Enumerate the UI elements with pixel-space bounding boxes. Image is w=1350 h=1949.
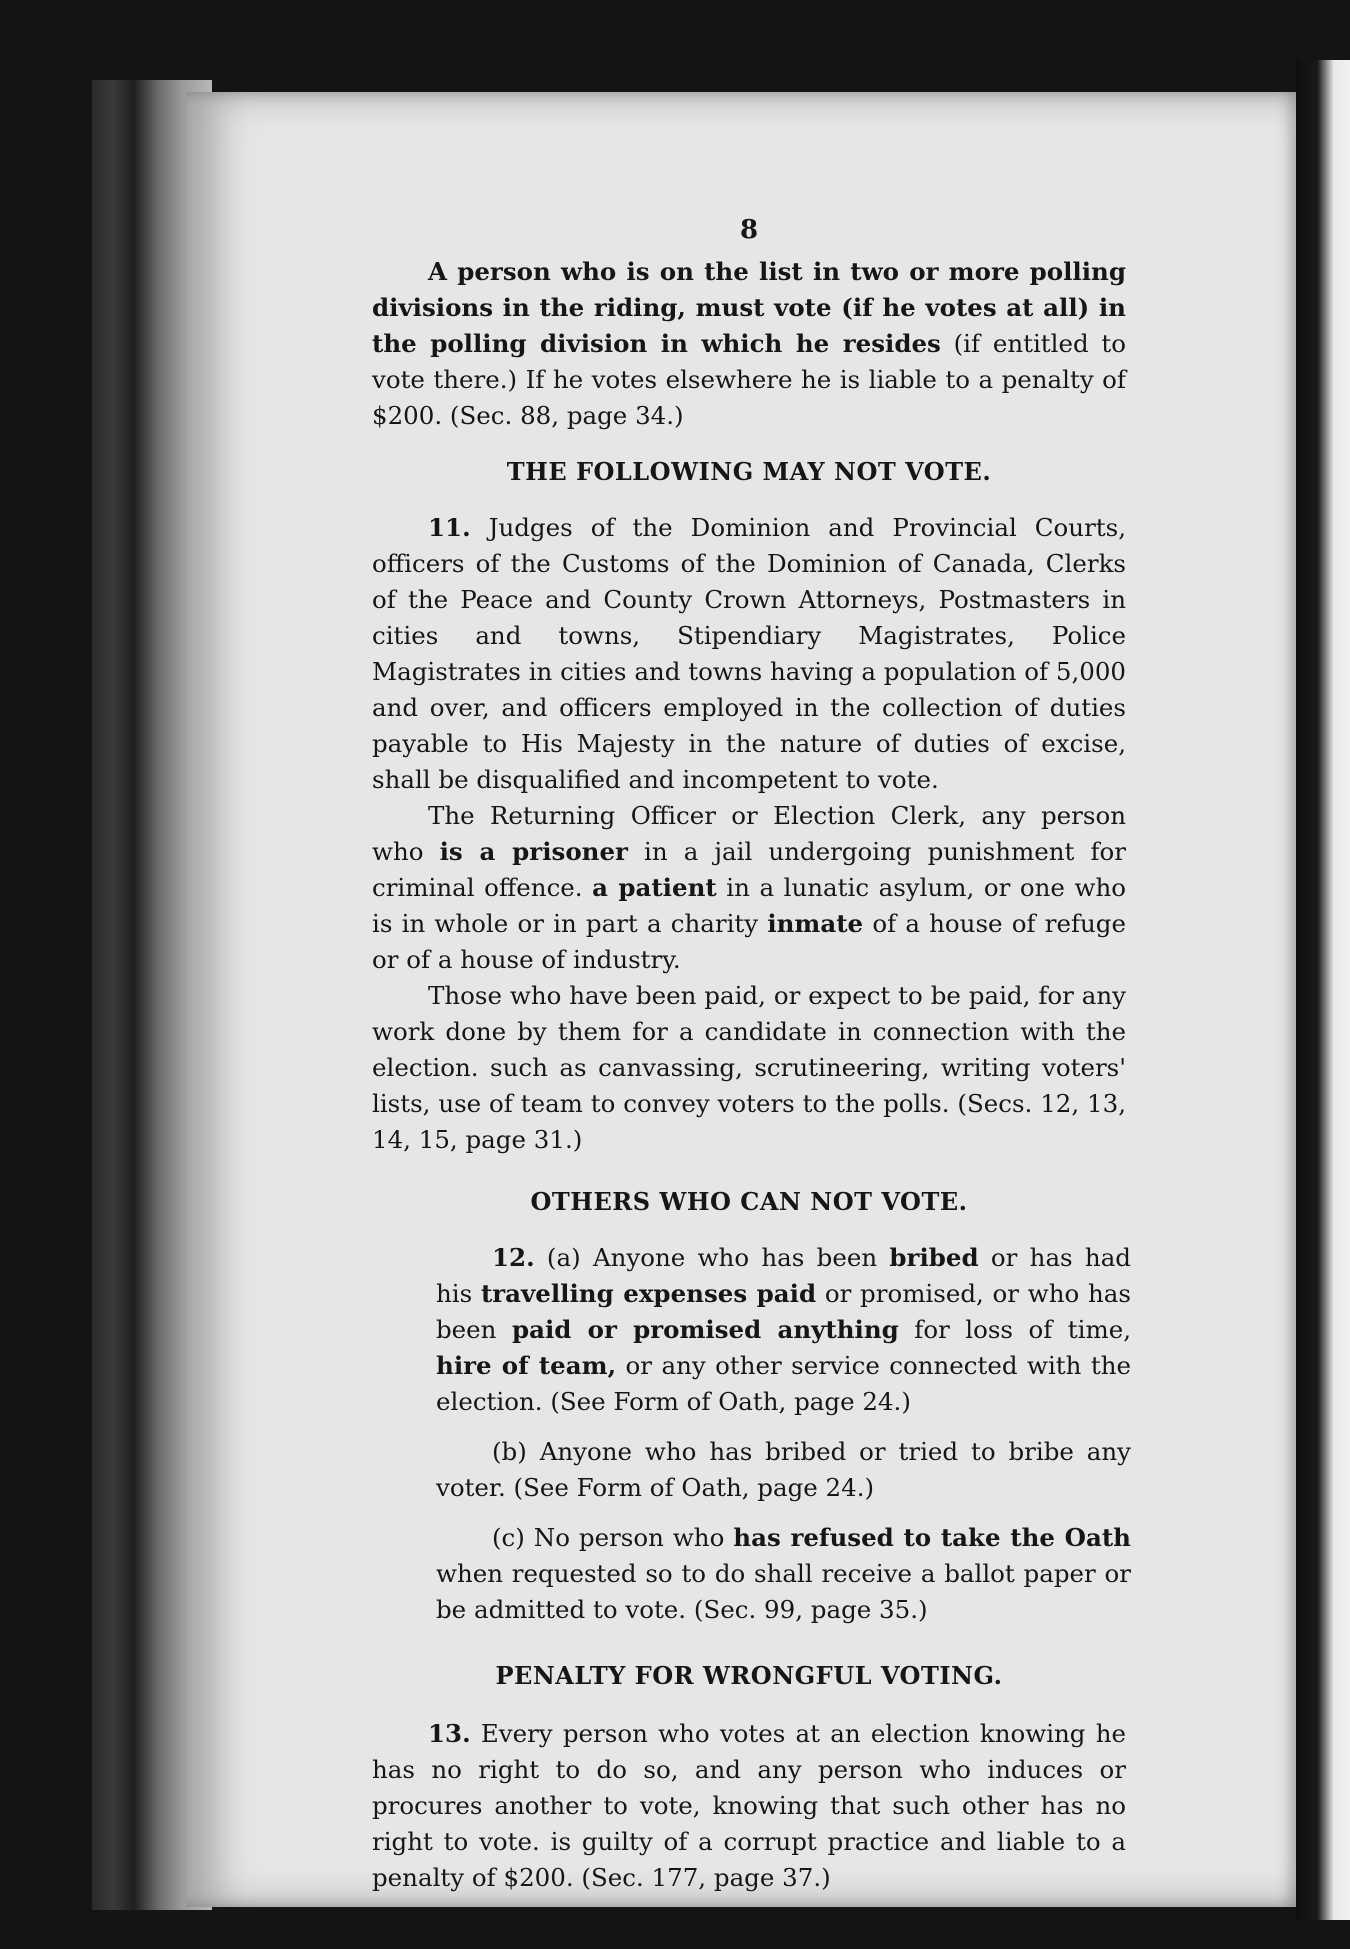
section-12a-paragraph [186,1240,1226,1420]
heading-others-who-can-not-vote: OTHERS WHO CAN NOT VOTE. [530,1187,968,1216]
page-text [186,120,1226,1896]
heading-penalty-for-wrongful-voting: PENALTY FOR WRONGFUL VOTING. [495,1661,1003,1690]
intro-paragraph [186,254,1226,434]
text-span: (a) Anyone who has been [534,1243,890,1272]
bold-travelling-expenses: travelling expenses paid [480,1279,817,1308]
paid-workers-paragraph: Those who have been paid, or expect to be paid, for any work done by them for a candidate in connection with the election. such as canvassing, scrutineering, writing voters' lists, use of team to convey voters to the polls. (Secs. 12, 13, 14, 15, page 31.) [372,981,1126,1154]
next-page-edge [1296,60,1350,1920]
section-11-paragraph [186,510,1226,798]
text-span: or promised, or who has been [436,1279,1131,1344]
returning-officer-paragraph [186,798,1226,978]
bold-hire-of-team: hire of team, [436,1351,617,1380]
text-span: for loss of time, [898,1315,1131,1344]
text-span: The Returning Officer or Election Clerk, any person who [372,801,1126,866]
text-span: (c) No person who [492,1523,734,1552]
section-12c-paragraph [186,1520,1226,1628]
section-12b-paragraph: (b) Anyone who has bribed or tried to bribe any voter. (See Form of Oath, page 24.) [436,1437,1131,1502]
page-number: 8 [739,215,759,245]
bold-refused-oath: has refused to take the Oath [733,1523,1131,1552]
bold-patient: a patient [592,873,717,902]
bold-inmate: inmate [767,909,864,938]
text-span: when requested so to do shall receive a ballot paper or be admitted to vote. (Sec. 99, page 35.) [436,1559,1131,1624]
section-13-number: 13. [428,1719,471,1748]
bold-paid-or-promised: paid or promised anything [511,1315,899,1344]
bold-bribed: bribed [889,1243,979,1272]
text-span: or has had his [436,1243,1131,1308]
section-12-number: 12. [492,1243,535,1272]
text-span: in a lunatic asylum, or one who is in whole or in part a charity [372,873,1126,938]
text-span: or any other service connected with the election. (See Form of Oath, page 24.) [436,1351,1131,1416]
heading-following-may-not-vote: THE FOLLOWING MAY NOT VOTE. [506,457,992,486]
text-span: in a jail undergoing punishment for criminal offence. [372,837,1126,902]
section-13-text: Every person who votes at an election knowing he has no right to do so, and any person who induces or procures another to vote, knowing that such other has no right to vote. is guilty of a corrupt practice and liable to a penalty of $200. (Sec. 177, page 37.) [372,1719,1126,1892]
text-span: of a house of refuge or of a house of industry. [372,909,1126,974]
section-11-text: Judges of the Dominion and Provincial Courts, officers of the Customs of the Dominion of Canada, Clerks of the Peace and County Crown Attorneys, Postmasters in cities and towns, Stipendiary Magistrates, Police Magistrates in cities and towns having a population of 5,000 and over, and officers employed in the collection of duties payable to His Majesty in the nature of duties of excise, shall be disqualified and incompetent to vote. [372,513,1126,794]
intro-bold-text: A person who is on the list in two or more polling divisions in the riding, must vote (if he votes at all) in the polling division in which he resides [372,257,1126,358]
bold-prisoner: is a prisoner [439,837,628,866]
section-11-number: 11. [428,513,471,542]
intro-rest-text: (if entitled to vote there.) If he votes elsewhere he is liable to a penalty of $200. (Sec. 88, page 34.) [372,329,1126,430]
section-13-paragraph [186,1716,1226,1896]
